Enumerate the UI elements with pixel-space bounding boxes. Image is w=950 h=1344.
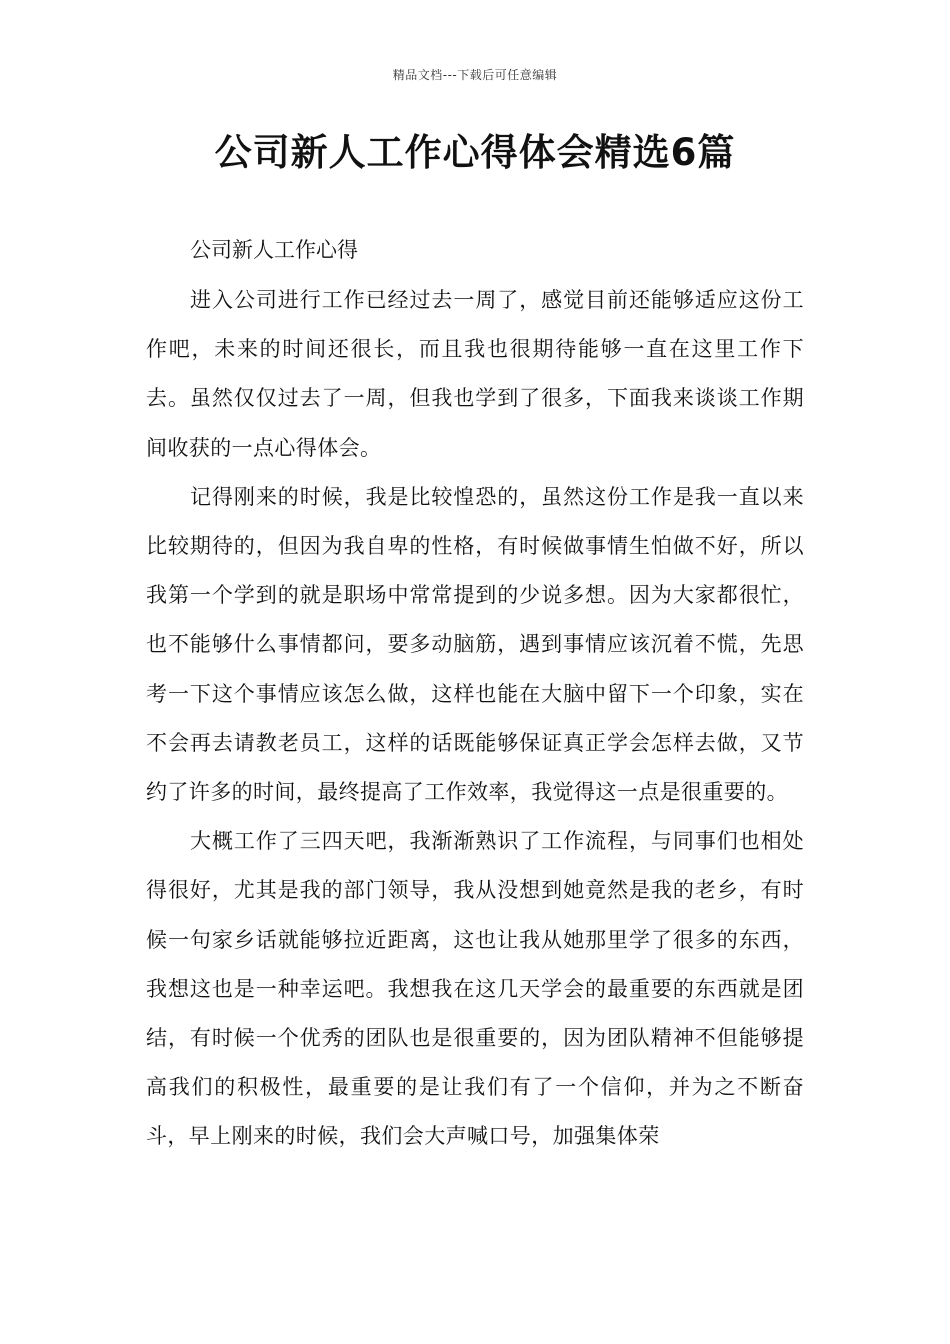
section-subheading: 公司新人工作心得 <box>190 238 358 262</box>
document-title: 公司新人工作心得体会精选6篇 <box>214 131 736 174</box>
document-body <box>146 224 804 1162</box>
body-paragraph-1: 进入公司进行工作已经过去一周了，感觉目前还能够适应这份工作吧，未来的时间还很长，而且我也很期待能够一直在这里工作下去。虽然仅仅过去了一周，但我也学到了很多，下面我来谈谈工作期间收获的一点心得体会。 <box>146 288 804 460</box>
body-paragraph-2: 记得刚来的时候，我是比较惶恐的，虽然这份工作是我一直以来比较期待的，但因为我自卑的性格，有时候做事情生怕做不好，所以我第一个学到的就是职场中常常提到的少说多想。因为大家都很忙，也不能够什么事情都问，要多动脑筋，遇到事情应该沉着不慌，先思考一下这个事情应该怎么做，这样也能在大脑中留下一个印象，实在不会再去请教老员工，这样的话既能够保证真正学会怎样去做，又节约了许多的时间，最终提高了工作效率，我觉得这一点是很重要的。 <box>146 484 804 805</box>
page-header: 精品文档---下载后可任意编辑 <box>392 68 558 82</box>
body-paragraph-3: 大概工作了三四天吧，我渐渐熟识了工作流程，与同事们也相处得很好，尤其是我的部门领导，我从没想到她竟然是我的老乡，有时候一句家乡话就能够拉近距离，这也让我从她那里学了很多的东西，我想这也是一种幸运吧。我想我在这几天学会的最重要的东西就是团结，有时候一个优秀的团队也是很重要的，因为团队精神不但能够提高我们的积极性，最重要的是让我们有了一个信仰，并为之不断奋斗，早上刚来的时候，我们会大声喊口号，加强集体荣 <box>146 829 804 1149</box>
